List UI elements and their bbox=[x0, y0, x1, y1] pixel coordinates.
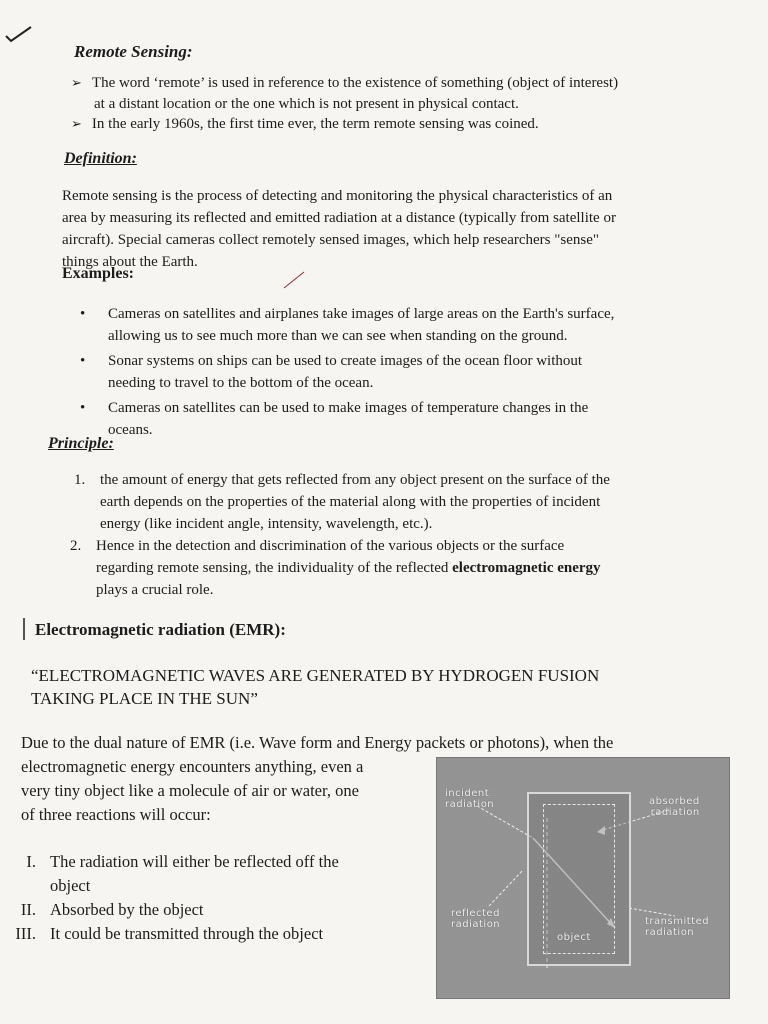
margin-bar bbox=[23, 618, 25, 640]
absorbed-radiation-label: absorbed radiation bbox=[649, 796, 700, 818]
example-item: • Cameras on satellites and airplanes take images of large areas on the Earth's surface, allowing us to see much more than we can see when standing on the ground. bbox=[80, 306, 615, 344]
reactions-list: I. The radiation will either be reflected off the object II. Absorbed by the object III. It could be transmitted through the object bbox=[0, 850, 420, 946]
emr-body-line-1: Due to the dual nature of EMR (i.e. Wave form and Energy packets or photons), when the bbox=[21, 733, 614, 752]
principle-item: 1. the amount of energy that gets reflected from any object present on the surface of the earth depends on the properties of the material along with the properties of incident energy (like incident angle, intensity, wavelength, etc.). bbox=[74, 472, 610, 532]
principle-item: 2. Hence in the detection and discrimination of the various objects or the surface regarding remote sensing, the individuality of the reflected electromagnetic energy plays a crucial role. bbox=[70, 538, 601, 598]
section-title-principle: Principle: bbox=[48, 435, 114, 452]
principle-list bbox=[70, 469, 714, 601]
section-title-definition: Definition: bbox=[64, 150, 137, 167]
section-title-remote-sensing: Remote Sensing: bbox=[74, 42, 193, 61]
pen-stroke-mark bbox=[282, 270, 306, 290]
remote-bullet-1-cont: at a distant location or the one which is not present in physical contact. bbox=[94, 96, 519, 112]
section-title-examples: Examples: bbox=[62, 265, 134, 282]
incident-radiation-label: incident radiation bbox=[445, 788, 495, 810]
remote-bullet-1: ➢ The word ‘remote’ is used in reference to the existence of something (object of interest) bbox=[71, 75, 619, 91]
examples-list bbox=[80, 303, 700, 444]
arrow-bullet-icon: ➢ bbox=[71, 75, 82, 90]
example-item: • Cameras on satellites can be used to make images of temperature changes in the oceans. bbox=[80, 400, 589, 438]
remote-bullet-2: ➢ In the early 1960s, the first time ever, the term remote sensing was coined. bbox=[71, 116, 539, 132]
object-label: object bbox=[557, 932, 591, 943]
transmitted-radiation-label: transmitted radiation bbox=[645, 916, 710, 938]
reaction-item: I. The radiation will either be reflected off the bbox=[26, 852, 339, 871]
pen-tick-mark bbox=[4, 24, 34, 46]
radiation-interaction-figure bbox=[436, 757, 730, 999]
emr-quote: “ELECTROMAGNETIC WAVES ARE GENERATED BY HYDROGEN FUSION TAKING PLACE IN THE SUN” bbox=[31, 666, 600, 708]
reflected-radiation-label: reflected radiation bbox=[451, 908, 501, 930]
reaction-item: III. It could be transmitted through the object bbox=[15, 924, 324, 943]
definition-text: Remote sensing is the process of detecting and monitoring the physical characteristics of an area by measuring its reflected and emitted radiation at a distance (typically from satellite or aircraft). Special cameras collect remotely sensed images, which help researchers "sense" things about the Earth. bbox=[62, 188, 616, 270]
section-title-emr: Electromagnetic radiation (EMR): bbox=[35, 620, 286, 639]
arrow-bullet-icon: ➢ bbox=[71, 116, 82, 131]
emr-body-rest: electromagnetic energy encounters anything, even a very tiny object like a molecule of air or water, one of three reactions will occur: bbox=[21, 757, 364, 824]
reaction-item: II. Absorbed by the object bbox=[20, 900, 204, 919]
example-item: • Sonar systems on ships can be used to create images of the ocean floor without needing to travel to the bottom of the ocean. bbox=[80, 353, 583, 391]
